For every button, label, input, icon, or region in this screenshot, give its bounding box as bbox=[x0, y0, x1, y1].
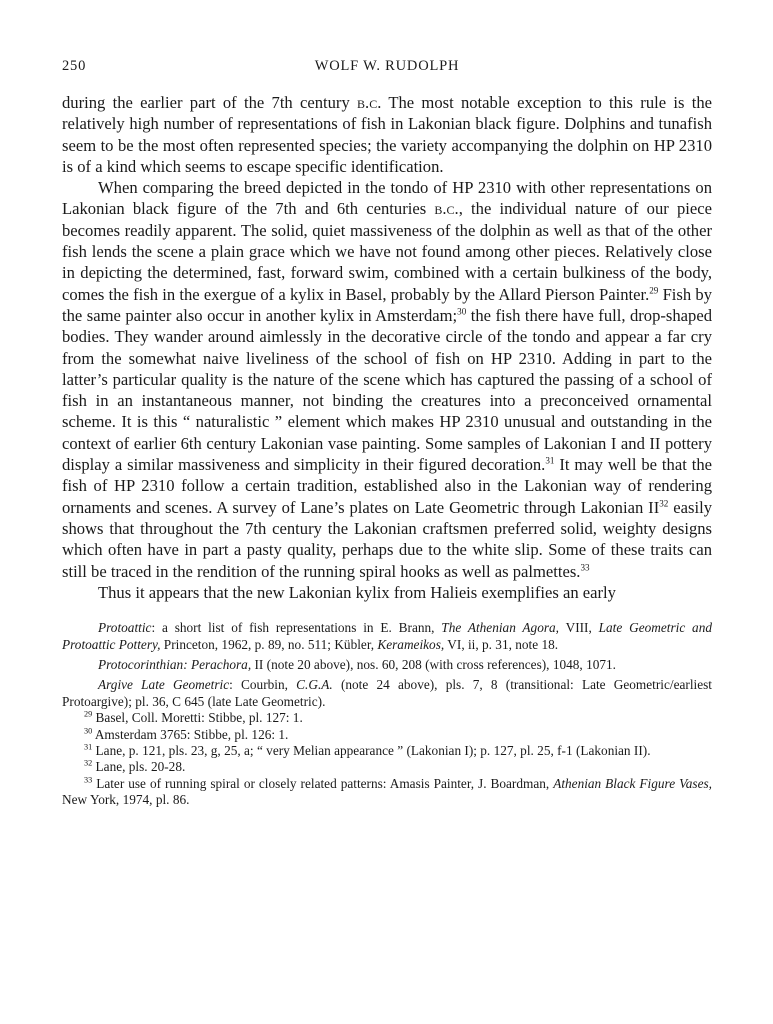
paragraph-3 bbox=[62, 582, 712, 603]
note-label: Protocorinthian: Perachora, bbox=[98, 656, 252, 672]
footnote-number: 32 bbox=[84, 758, 93, 768]
footnote-30 bbox=[62, 727, 712, 743]
footnote-29 bbox=[62, 710, 712, 726]
footnote-number: 33 bbox=[84, 775, 93, 785]
book-title: C.G.A. bbox=[296, 677, 333, 693]
text-run: Fish by the same painter also occur in another kylix in Amsterdam; bbox=[62, 284, 712, 325]
footnotes bbox=[62, 620, 712, 808]
note-label: Argive Late Geometric bbox=[98, 677, 230, 693]
book-title: Late Geometric and Protoattic Pottery, bbox=[62, 620, 713, 652]
footnote-number: 31 bbox=[84, 742, 93, 752]
text-run: the fish there have full, drop-shaped bodies. They wander around aimlessly in the decorative circle of the tondo and appear a far cry from the somewhat naive liveliness of the school of fish on HP 2310. Adding in part to the latter’s particular quality is the nature of the scene which has captured the passing of a school of fish in an instantaneous manner, not binding the creatures into a preconceived ornamental scheme. It is this “ naturalistic ” element which makes HP 2310 unusual and outstanding in the context of earlier 6th century Lakonian vase painting. Some samples of Lakonian I and II pottery display a similar massiveness and simplicity in their figured decoration. bbox=[62, 305, 712, 475]
era-abbrev: b.c. bbox=[434, 199, 459, 219]
text-run: VI, ii, p. 31, note 18. bbox=[444, 636, 559, 652]
note-protoattic bbox=[62, 620, 712, 653]
note-argive bbox=[62, 677, 712, 710]
text-run: Thus it appears that the new Lakonian kylix from Halieis exemplifies an early bbox=[98, 582, 616, 602]
text-run: , the individual nature of our piece becomes readily apparent. The solid, quiet massiveness of the dolphin as well as that of the other fish lends the scene a plain grace which we have not found among other pieces. Relatively close in depicting the determined, fast, forward swim, combined with a certain bulkiness of the body, comes the fish in the exergue of a kylix in Basel, probably by the Allard Pierson Painter. bbox=[62, 199, 712, 304]
page-header bbox=[62, 58, 712, 80]
footnote-ref-33[interactable]: 33 bbox=[580, 562, 590, 572]
footnote-32 bbox=[62, 759, 712, 775]
footnote-number: 29 bbox=[84, 709, 93, 719]
text-run: Later use of running spiral or closely related patterns: Amasis Painter, J. Boardman, bbox=[92, 775, 554, 791]
paragraph-1 bbox=[62, 92, 712, 177]
footnote-31 bbox=[62, 743, 712, 759]
text-run: (note 24 above), pls. 7, 8 (transitional: Late Geometric/earliest Protoargive); pl. 36, C 645 (late Late Geometric). bbox=[62, 677, 712, 709]
text-run: The most notable exception to this rule is the relatively high number of representations of fish in Lakonian black figure. Dolphins and tunafish seem to be the most often represented species; the variety accompanying the dolphin on HP 2310 is of a kind which seems to escape specific identification. bbox=[62, 93, 712, 176]
page bbox=[62, 58, 712, 809]
footnote-33 bbox=[62, 776, 712, 809]
text-run: easily shows that throughout the 7th century the Lakonian craftsmen preferred solid, weighty designs which often have in part a pasty quality, perhaps due to the white slip. Some of these traits can still be traced in the rendition of the running spiral hooks as well as palmettes. bbox=[62, 497, 712, 581]
text-run: Lane, pls. 20-28. bbox=[92, 759, 186, 775]
note-protocorinthian bbox=[62, 657, 712, 673]
text-run: Lane, p. 121, pls. 23, g, 25, a; “ very Melian appearance ” (Lakonian I); p. 127, pl. 25, f-1 (Lakonian II). bbox=[92, 742, 651, 758]
footnote-ref-31[interactable]: 31 bbox=[545, 455, 555, 466]
running-head: WOLF W. RUDOLPH bbox=[314, 58, 460, 74]
text-run: II (note 20 above), nos. 60, 208 (with cross references), 1048, 1071. bbox=[251, 656, 616, 672]
footnote-ref-32[interactable]: 32 bbox=[659, 498, 669, 509]
text-run: When comparing the breed depicted in the tondo of HP 2310 with other representations on Lakonian black figure of the 7th and 6th centuries bbox=[62, 178, 712, 219]
text-run: VIII, bbox=[559, 620, 599, 636]
book-title: Kerameikos, bbox=[377, 636, 445, 652]
footnote-ref-29[interactable]: 29 bbox=[649, 285, 659, 296]
text-run: New York, 1974, pl. 86. bbox=[62, 792, 190, 808]
era-abbrev: b.c. bbox=[357, 93, 382, 112]
note-label: Protoattic bbox=[98, 620, 152, 636]
text-run: Amsterdam 3765: Stibbe, pl. 126: 1. bbox=[92, 726, 289, 742]
footnote-number: 30 bbox=[84, 726, 93, 736]
text-run: It may well be that the fish of HP 2310 follow a certain tradition, established also in the Lakonian way of rendering ornaments and scenes. A survey of Lane’s plates on Late Geometric through Lakonian II bbox=[62, 455, 712, 517]
text-run: during the earlier part of the 7th century bbox=[62, 93, 358, 112]
main-text bbox=[62, 92, 712, 603]
book-title: Athenian Black Figure Vases, bbox=[553, 775, 712, 791]
text-run: : Courbin, bbox=[229, 677, 297, 693]
text-run: Basel, Coll. Moretti: Stibbe, pl. 127: 1. bbox=[92, 710, 303, 726]
text-run: : a short list of fish representations in E. Brann, bbox=[151, 620, 442, 636]
paragraph-2 bbox=[62, 177, 712, 582]
page-number: 250 bbox=[62, 58, 87, 74]
book-title: The Athenian Agora, bbox=[441, 620, 559, 636]
footnote-ref-30[interactable]: 30 bbox=[457, 306, 467, 317]
text-run: Princeton, 1962, p. 89, no. 511; Kübler, bbox=[160, 636, 378, 652]
